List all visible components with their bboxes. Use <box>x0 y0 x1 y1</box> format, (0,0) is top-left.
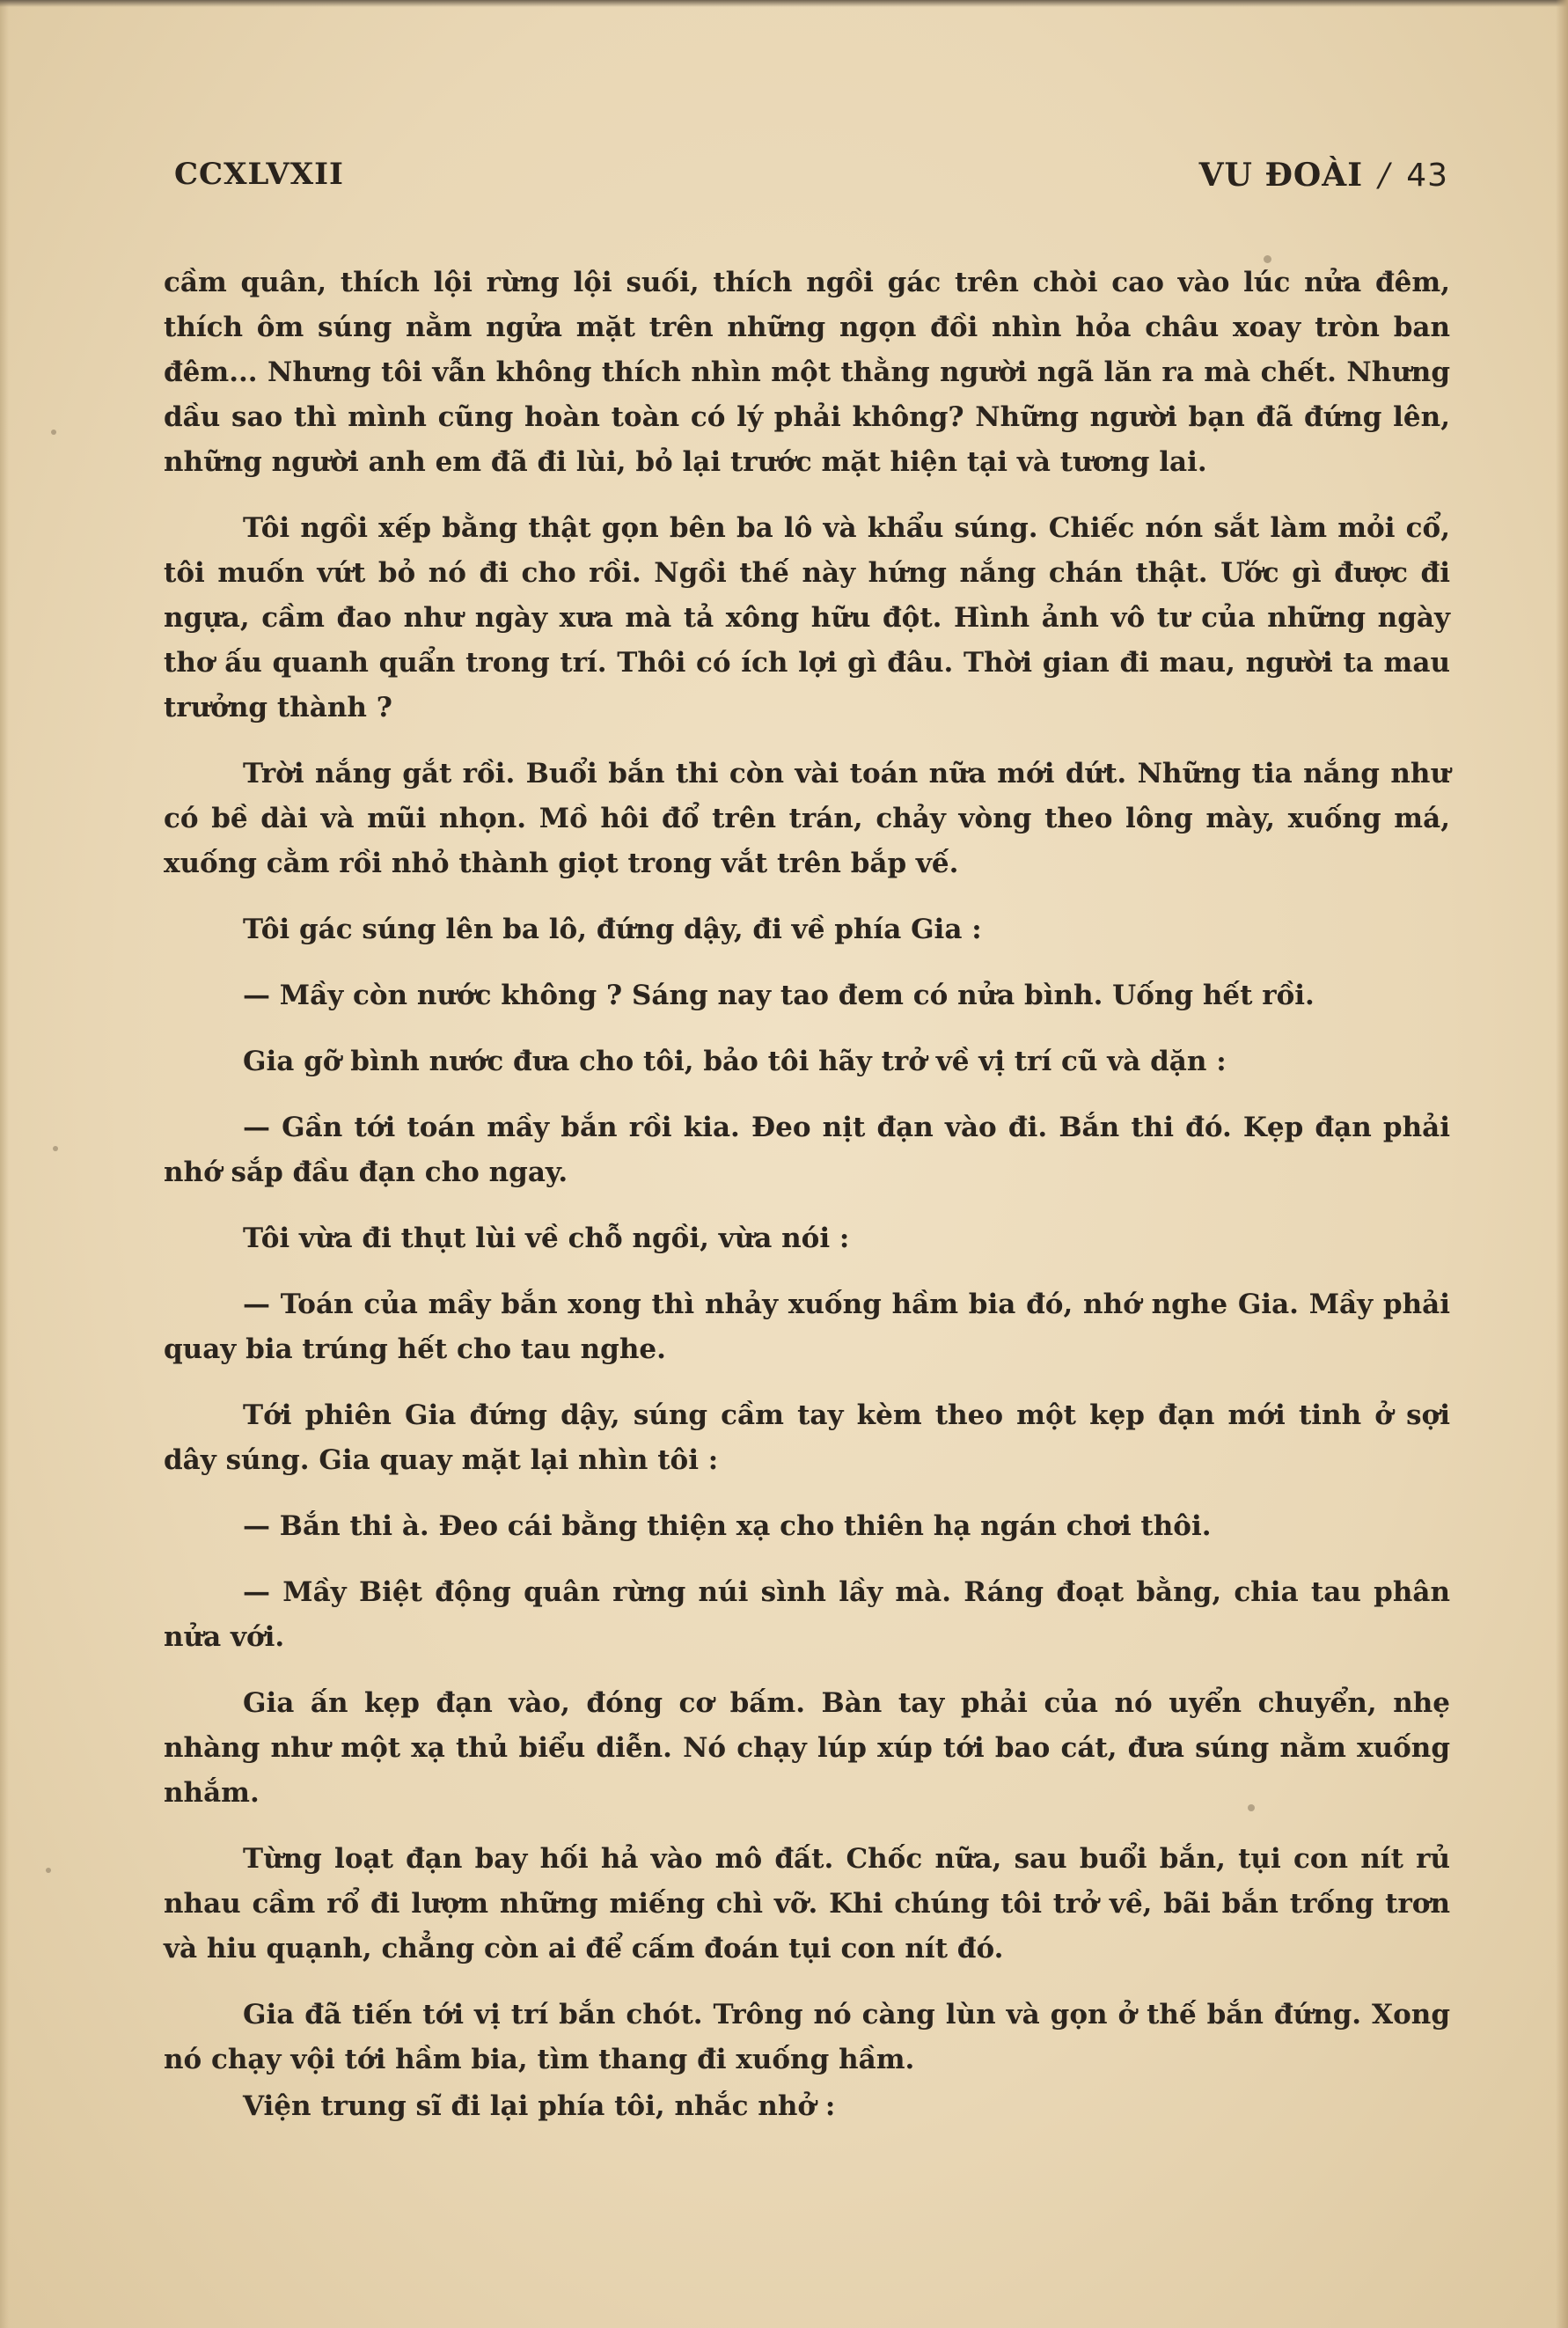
paper-speck <box>51 430 56 435</box>
paragraph: Gia ấn kẹp đạn vào, đóng cơ bấm. Bàn tay phải của nó uyển chuyển, nhẹ nhàng như một xạ thủ biểu diễn. Nó chạy lúp xúp tới bao cát, đưa súng nằm xuống nhắm. <box>164 1687 1450 1809</box>
dialogue-line: — Mầy Biệt động quân rừng núi sình lầy mà. Ráng đoạt bằng, chia tau phân nửa với. <box>164 1576 1450 1653</box>
body-text <box>164 261 1450 2150</box>
paragraph: Tôi ngồi xếp bằng thật gọn bên ba lô và khẩu súng. Chiếc nón sắt làm mỏi cổ, tôi muốn vứt bỏ nó đi cho rồi. Ngồi thế này hứng nắng chán thật. Ước gì được đi ngựa, cầm đao như ngày xưa mà tả xông hữu đột. Hình ảnh vô tư của những ngày thơ ấu quanh quẩn trong trí. Thôi có ích lợi gì đâu. Thời gian đi mau, người ta mau trưởng thành ? <box>164 512 1450 723</box>
paper-speck <box>53 1146 58 1151</box>
page-number: 43 <box>1406 158 1448 194</box>
dialogue-line: — Toán của mầy bắn xong thì nhảy xuống hầm bia đó, nhớ nghe Gia. Mầy phải quay bia trúng hết cho tau nghe. <box>164 1289 1450 1365</box>
header-author: VU ĐOÀI <box>1198 157 1364 194</box>
paragraph: Trời nắng gắt rồi. Buổi bắn thi còn vài toán nữa mới dứt. Những tia nắng như có bề dài và mũi nhọn. Mồ hôi đổ trên trán, chảy vòng theo lông mày, xuống má, xuống cằm rồi nhỏ thành giọt trong vắt trên bắp vế. <box>164 758 1450 879</box>
paragraph: Tới phiên Gia đứng dậy, súng cầm tay kèm theo một kẹp đạn mới tinh ở sợi dây súng. Gia quay mặt lại nhìn tôi : <box>164 1399 1450 1476</box>
header-title-group <box>1199 157 1448 194</box>
dialogue-line: — Gần tới toán mầy bắn rồi kia. Đeo nịt đạn vào đi. Bắn thi đó. Kẹp đạn phải nhớ sắp đầu đạn cho ngay. <box>164 1112 1450 1188</box>
paragraph: Gia gỡ bình nước đưa cho tôi, bảo tôi hãy trở về vị trí cũ và dặn : <box>243 1046 1227 1077</box>
paragraph: Từng loạt đạn bay hối hả vào mô đất. Chốc nữa, sau buổi bắn, tụi con nít rủ nhau cầm rổ đi lượm những miếng chì vỡ. Khi chúng tôi trở về, bãi bắn trống trơn và hiu quạnh, chẳng còn ai để cấm đoán tụi con nít đó. <box>164 1843 1450 1964</box>
page-edge-right <box>1556 0 1568 2328</box>
header-separator: / <box>1379 158 1391 194</box>
dialogue-line: — Bắn thi à. Đeo cái bằng thiện xạ cho thiên hạ ngán chơi thôi. <box>243 1510 1212 1542</box>
paragraph: cầm quân, thích lội rừng lội suối, thích ngồi gác trên chòi cao vào lúc nửa đêm, thích ôm súng nằm ngửa mặt trên những ngọn đồi nhìn hỏa châu xoay tròn ban đêm... Nhưng tôi vẫn không thích nhìn một thằng người ngã lăn ra mà chết. Nhưng dầu sao thì mình cũng hoàn toàn có lý phải không? Những người bạn đã đứng lên, những người anh em đã đi lùi, bỏ lại trước mặt hiện tại và tương lai. <box>164 267 1450 478</box>
paragraph: Gia đã tiến tới vị trí bắn chót. Trông nó càng lùn và gọn ở thế bắn đứng. Xong nó chạy vội tới hầm bia, tìm thang đi xuống hầm. <box>164 1999 1450 2075</box>
paper-speck <box>1264 255 1271 263</box>
paragraph: Viện trung sĩ đi lại phía tôi, nhắc nhở : <box>243 2090 836 2122</box>
page-edge-top <box>0 0 1568 7</box>
page-edge-left <box>0 0 9 2328</box>
paper-speck <box>1248 1804 1255 1811</box>
header-issue-number: CCXLVXII <box>174 157 344 192</box>
paper-speck <box>46 1868 51 1873</box>
dialogue-line: — Mầy còn nước không ? Sáng nay tao đem có nửa bình. Uống hết rồi. <box>243 980 1315 1011</box>
paragraph: Tôi gác súng lên ba lô, đứng dậy, đi về phía Gia : <box>243 914 982 945</box>
running-header <box>174 150 1448 202</box>
paragraph: Tôi vừa đi thụt lùi về chỗ ngồi, vừa nói : <box>243 1223 850 1254</box>
